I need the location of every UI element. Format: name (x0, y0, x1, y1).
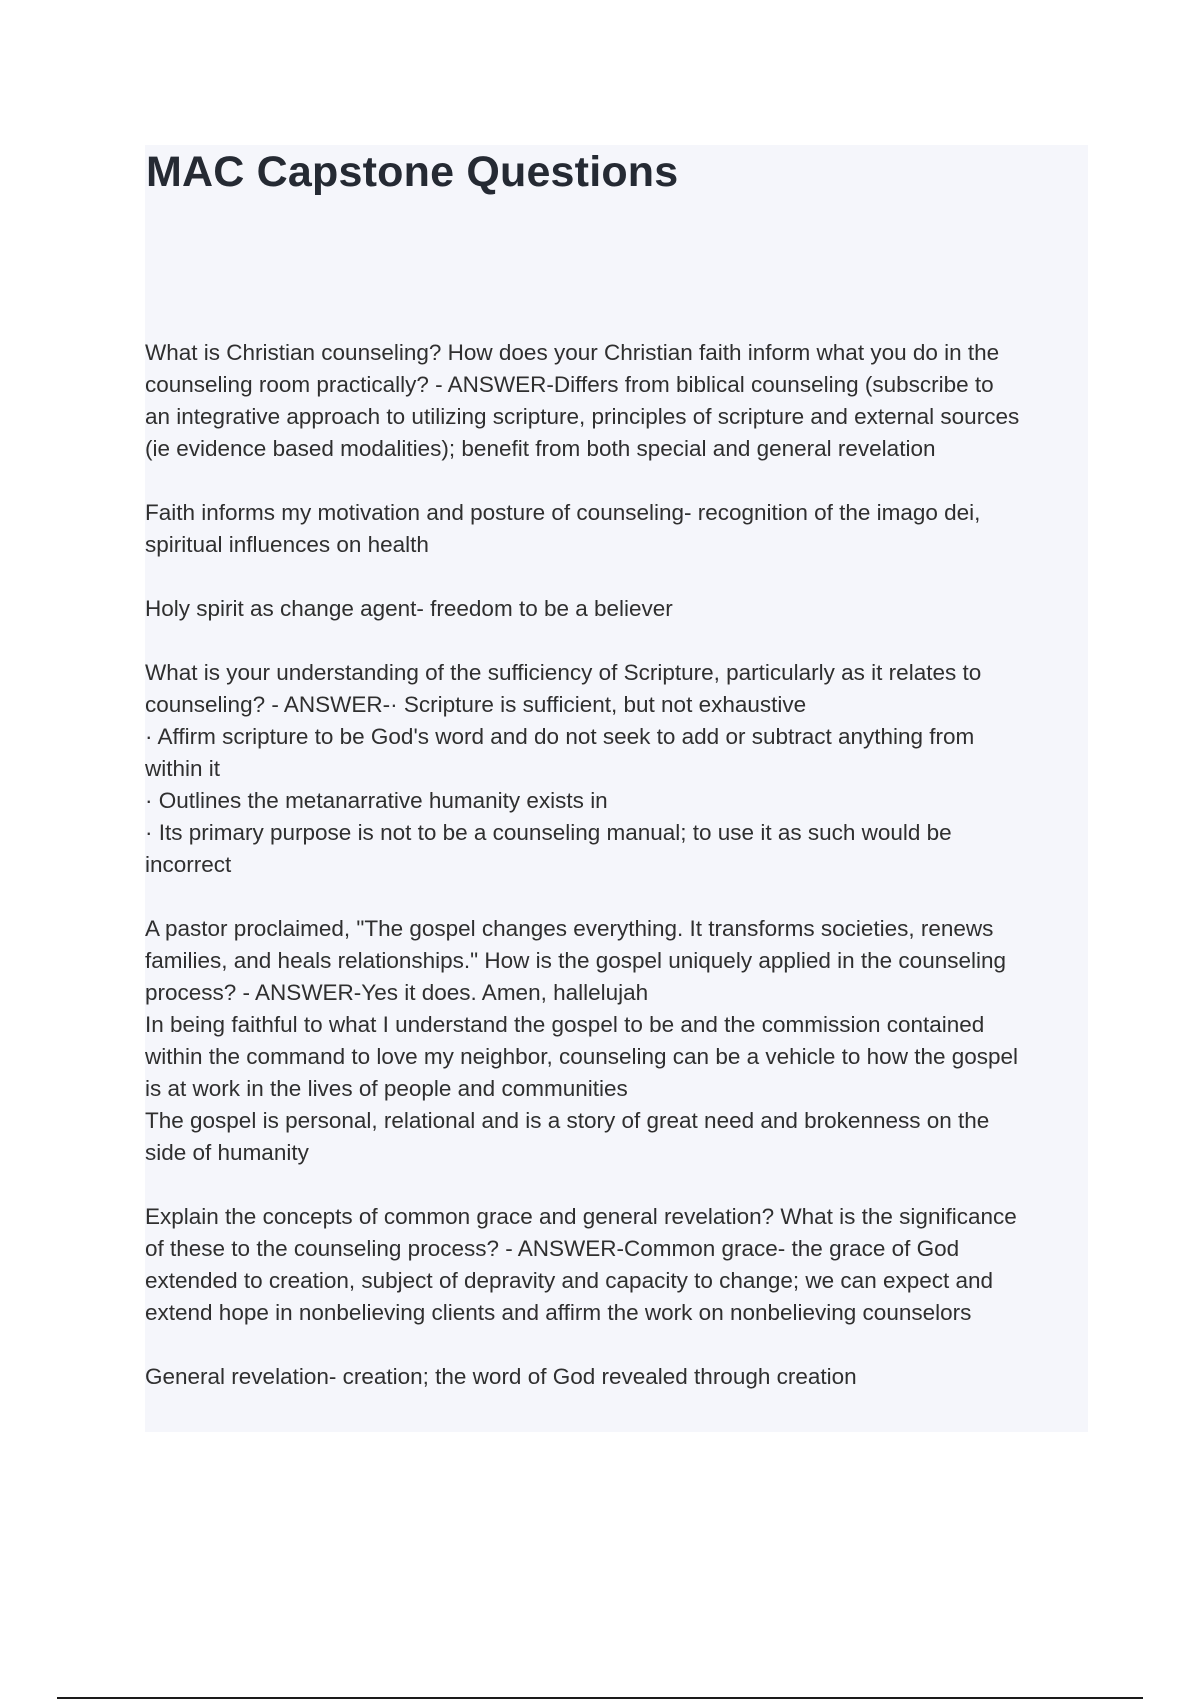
text-line: counseling? - ANSWER-· Scripture is sufficient, but not exhaustive (145, 692, 807, 717)
text-line: within the command to love my neighbor, counseling can be a vehicle to how the gospel (145, 1044, 1019, 1069)
text-line: The gospel is personal, relational and is a story of great need and brokenness on the (145, 1108, 990, 1133)
text-line: incorrect (145, 852, 232, 877)
text-line: extend hope in nonbelieving clients and affirm the work on nonbelieving counselors (145, 1300, 972, 1325)
text-line: · Its primary purpose is not to be a counseling manual; to use it as such would be (145, 820, 952, 845)
paragraph-question-2 (145, 657, 1095, 881)
paragraph-question-1 (145, 337, 1095, 465)
text-line: of these to the counseling process? - ANSWER-Common grace- the grace of God (145, 1236, 960, 1261)
text-line: Faith informs my motivation and posture of counseling- recognition of the imago dei, (145, 500, 981, 525)
text-line: side of humanity (145, 1140, 309, 1165)
text-line: an integrative approach to utilizing scripture, principles of scripture and external sources (145, 404, 1020, 429)
text-line: · Outlines the metanarrative humanity exists in (145, 788, 608, 813)
paragraph-answer-1c (145, 593, 1095, 625)
text-line: Holy spirit as change agent- freedom to be a believer (145, 596, 673, 621)
paragraph-question-3 (145, 913, 1095, 1169)
text-line: spiritual influences on health (145, 532, 429, 557)
paragraph-answer-1b (145, 497, 1095, 561)
paragraph-question-4 (145, 1201, 1095, 1329)
text-line: counseling room practically? - ANSWER-Differs from biblical counseling (subscribe to (145, 372, 994, 397)
text-line: What is your understanding of the sufficiency of Scripture, particularly as it relates to (145, 660, 982, 685)
text-line: (ie evidence based modalities); benefit from both special and general revelation (145, 436, 936, 461)
text-line: extended to creation, subject of depravity and capacity to change; we can expect and (145, 1268, 994, 1293)
text-line: families, and heals relationships." How is the gospel uniquely applied in the counseling (145, 948, 1007, 973)
text-line: Explain the concepts of common grace and general revelation? What is the significance (145, 1204, 1017, 1229)
text-line: A pastor proclaimed, "The gospel changes everything. It transforms societies, renews (145, 916, 994, 941)
document-body (145, 337, 1095, 1425)
footer-divider (57, 1697, 1143, 1699)
text-line: process? - ANSWER-Yes it does. Amen, hallelujah (145, 980, 649, 1005)
text-line: In being faithful to what I understand the gospel to be and the commission contained (145, 1012, 985, 1037)
text-line: is at work in the lives of people and communities (145, 1076, 628, 1101)
text-line: · Affirm scripture to be God's word and do not seek to add or subtract anything from (145, 724, 975, 749)
text-line: within it (145, 756, 221, 781)
text-line: General revelation- creation; the word of God revealed through creation (145, 1364, 857, 1389)
document-title: MAC Capstone Questions (146, 148, 679, 196)
text-line: What is Christian counseling? How does your Christian faith inform what you do in the (145, 340, 1000, 365)
paragraph-answer-4b (145, 1361, 1095, 1393)
